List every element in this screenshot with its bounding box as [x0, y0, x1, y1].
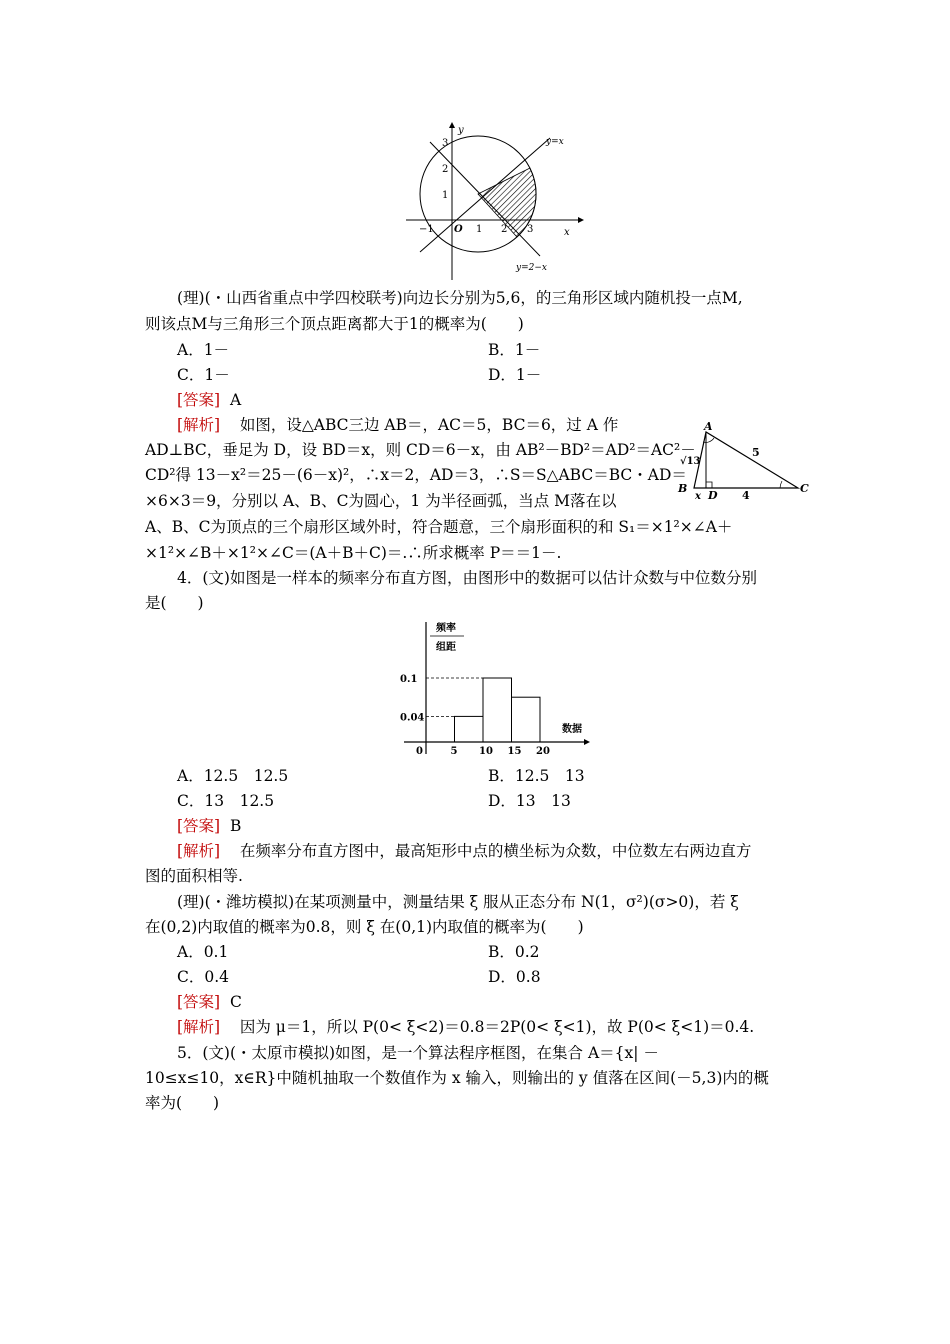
q4wen-option-b: B．12.5 13 — [488, 767, 585, 785]
vertex-a: A — [704, 420, 713, 433]
q3li-analysis-6: ×1²×∠B＋×1²×∠C＝(A＋B＋C)＝.∴所求概率 P＝＝1－. — [145, 544, 562, 562]
q3li-option-a: A．1－ — [177, 341, 230, 359]
hist-ylabel-bottom: 组距 — [436, 642, 456, 653]
q4wen-option-c: C．13 12.5 — [177, 792, 275, 810]
x-tick-neg1: −1 — [419, 224, 434, 235]
triangle-figure — [672, 418, 812, 504]
q3li-option-b: B．1－ — [488, 341, 541, 359]
x-axis-label: x — [564, 227, 570, 238]
answer-value: A — [229, 391, 242, 409]
hist-bar-5-10 — [455, 716, 484, 742]
hist-ytick-0: 0.1 — [400, 674, 418, 685]
q4li-option-b: B．0.2 — [488, 943, 540, 961]
analysis-tag: [解析] — [177, 416, 221, 434]
analysis-text: 如图，设△ABC三边 AB＝，AC＝5，BC＝6，过 A 作 — [239, 416, 619, 434]
circle-region-figure — [400, 120, 590, 282]
hist-xtick-1: 5 — [450, 746, 458, 757]
x-tick-2: 2 — [501, 224, 508, 235]
origin-label: O — [454, 224, 463, 235]
hist-bar-10-15 — [483, 678, 512, 742]
hist-xtick-3: 15 — [507, 746, 522, 757]
y-tick-1: 1 — [442, 190, 449, 201]
vertex-c: C — [800, 482, 809, 495]
y-tick-3: 3 — [442, 138, 449, 149]
x-tick-1: 1 — [476, 224, 483, 235]
q3li-line2: 则该点M与三角形三个顶点距离都大于1的概率为( ) — [145, 315, 524, 333]
y-axis-label: y — [458, 125, 464, 136]
q4wen-line1: 4．(文)如图是一样本的频率分布直方图，由图形中的数据可以估计众数与中位数分别 — [177, 569, 757, 587]
q4li-option-a: A．0.1 — [177, 943, 229, 961]
answer-value: B — [229, 817, 242, 835]
angle-arc-c — [780, 481, 782, 488]
foot-d: D — [708, 489, 718, 502]
q4wen-line2: 是( ) — [145, 594, 204, 612]
hist-ylabel-top: 频率 — [436, 623, 456, 634]
q4wen-answer — [177, 816, 241, 836]
q4li-line2: 在(0,2)内取值的概率为0.8，则 ξ 在(0,1)内取值的概率为( ) — [145, 918, 584, 936]
q3li-analysis-1 — [177, 415, 618, 435]
q5-line3: 率为( ) — [145, 1094, 220, 1112]
q3li-analysis-4: ×6×3＝9，分别以 A、B、C为圆心，1 为半径画弧，当点 M落在以 — [145, 492, 617, 510]
frequency-histogram — [398, 618, 598, 758]
side-dc-label: 4 — [742, 489, 750, 502]
hist-xtick-0: 0 — [416, 746, 423, 757]
q4li-line1: (理)(・潍坊模拟)在某项测量中，测量结果 ξ 服从正态分布 N(1，σ²)(σ>0)，若 ξ — [177, 893, 739, 911]
answer-tag: [答案] — [177, 993, 221, 1011]
q3li-option-c: C．1－ — [177, 366, 230, 384]
analysis-text: 因为 μ＝1，所以 P(0< ξ<2)＝0.8＝2P(0< ξ<1)，故 P(0< ξ<1)＝0.4. — [239, 1018, 755, 1036]
q4li-answer — [177, 992, 242, 1012]
q3li-analysis-5: A、B、C为顶点的三个扇形区域外时，符合题意，三个扇形面积的和 S₁＝×1²×∠A＋ — [145, 518, 733, 536]
side-ac-label: 5 — [752, 446, 760, 459]
x-tick-3: 3 — [527, 224, 534, 235]
q4li-option-d: D．0.8 — [488, 968, 541, 986]
hist-xtick-4: 20 — [536, 746, 550, 757]
analysis-text: 在频率分布直方图中，最高矩形中点的横坐标为众数，中位数左右两边直方 — [239, 842, 752, 860]
q3li-analysis-3: CD²得 13－x²＝25－(6－x)²，∴x＝2，AD＝3，∴S＝S△ABC＝BC・AD＝ — [145, 466, 687, 484]
hist-ytick-1: 0.04 — [400, 712, 425, 724]
analysis-tag: [解析] — [177, 842, 221, 860]
q4wen-option-a: A．12.5 12.5 — [177, 767, 289, 785]
answer-value: C — [229, 993, 242, 1011]
hist-xlabel: 数据 — [562, 724, 582, 735]
q3li-option-d: D．1－ — [488, 366, 542, 384]
q4wen-analysis-2: 图的面积相等. — [145, 867, 243, 885]
q3li-analysis-2: AD⊥BC，垂足为 D，设 BD＝x，则 CD＝6－x，由 AB²－BD²＝AD²＝AC²－ — [145, 441, 696, 459]
vertex-b: B — [678, 482, 688, 495]
hist-xtick-2: 10 — [479, 746, 493, 757]
q4wen-option-d: D．13 13 — [488, 792, 571, 810]
right-angle-mark — [706, 482, 712, 488]
analysis-tag: [解析] — [177, 1018, 221, 1036]
hist-bar-15-20 — [512, 697, 541, 742]
q5-line1: 5．(文)(・太原市模拟)如图，是一个算法程序框图，在集合 A＝{x| － — [177, 1044, 659, 1062]
answer-tag: [答案] — [177, 391, 221, 409]
side-ab-label: √13 — [680, 456, 701, 467]
q5-line2: 10≤x≤10，x∈R}中随机抽取一个数值作为 x 输入，则输出的 y 值落在区间(－5,3)内的概 — [145, 1069, 769, 1087]
line2-label: y=2−x — [516, 263, 547, 273]
q4wen-analysis-1 — [177, 841, 751, 861]
q4li-option-c: C．0.4 — [177, 968, 230, 986]
q3li-answer — [177, 390, 241, 410]
y-tick-2: 2 — [442, 164, 449, 175]
q4li-analysis-1 — [177, 1017, 754, 1037]
answer-tag: [答案] — [177, 817, 221, 835]
triangle-abc — [694, 432, 798, 488]
segment-x: x — [695, 491, 701, 502]
line1-label: y=x — [546, 137, 564, 147]
q3li-line1: (理)(・山西省重点中学四校联考)向边长分别为5,6，的三角形区域内随机投一点M, — [177, 289, 743, 307]
